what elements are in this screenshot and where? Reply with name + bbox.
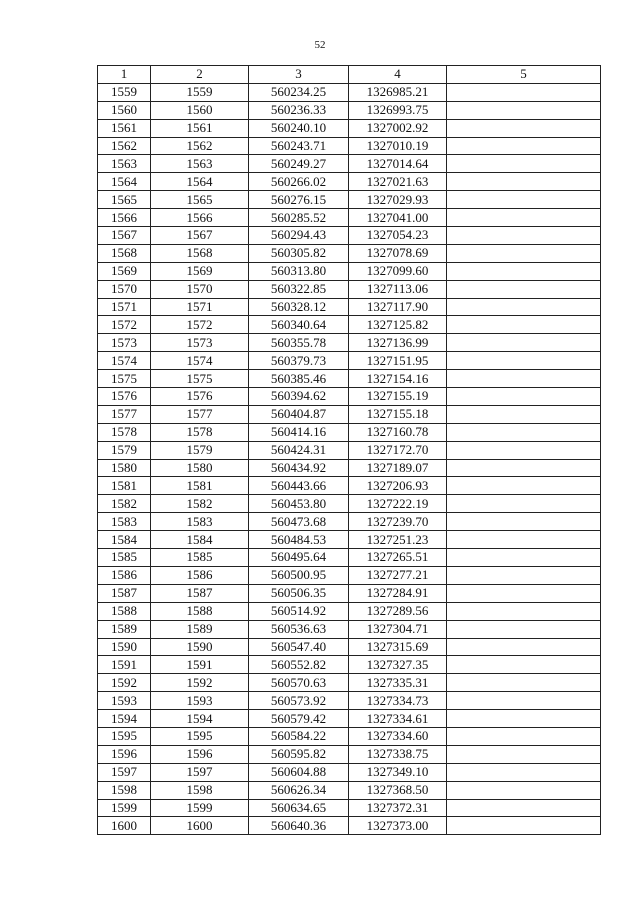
point-number-cell: 1582 [98,495,151,513]
x-coordinate-cell: 560434.92 [249,459,349,477]
point-id-cell: 1570 [151,280,249,298]
point-id-cell: 1569 [151,262,249,280]
table-row [98,423,601,441]
point-number-cell: 1598 [98,781,151,799]
y-coordinate-cell: 1327334.60 [349,727,447,745]
note-cell [447,155,601,173]
point-id-cell: 1588 [151,602,249,620]
column-header-5: 5 [447,66,601,84]
y-coordinate-cell: 1326985.21 [349,83,447,101]
note-cell [447,298,601,316]
x-coordinate-cell: 560473.68 [249,513,349,531]
point-number-cell: 1568 [98,244,151,262]
table-row [98,244,601,262]
point-id-cell: 1581 [151,477,249,495]
point-id-cell: 1589 [151,620,249,638]
note-cell [447,280,601,298]
table-row [98,477,601,495]
x-coordinate-cell: 560305.82 [249,244,349,262]
point-number-cell: 1576 [98,388,151,406]
note-cell [447,710,601,728]
table-row [98,405,601,423]
x-coordinate-cell: 560443.66 [249,477,349,495]
point-number-cell: 1593 [98,692,151,710]
table-row [98,101,601,119]
y-coordinate-cell: 1327078.69 [349,244,447,262]
note-cell [447,441,601,459]
y-coordinate-cell: 1327315.69 [349,638,447,656]
table-row [98,388,601,406]
point-id-cell: 1566 [151,209,249,227]
note-cell [447,477,601,495]
x-coordinate-cell: 560495.64 [249,549,349,567]
note-cell [447,459,601,477]
y-coordinate-cell: 1327265.51 [349,549,447,567]
y-coordinate-cell: 1327349.10 [349,763,447,781]
table-row [98,745,601,763]
y-coordinate-cell: 1327021.63 [349,173,447,191]
point-id-cell: 1590 [151,638,249,656]
column-header-3: 3 [249,66,349,84]
note-cell [447,513,601,531]
point-id-cell: 1563 [151,155,249,173]
point-id-cell: 1600 [151,817,249,835]
point-number-cell: 1564 [98,173,151,191]
point-number-cell: 1560 [98,101,151,119]
note-cell [447,191,601,209]
x-coordinate-cell: 560570.63 [249,674,349,692]
point-id-cell: 1567 [151,227,249,245]
note-cell [447,745,601,763]
column-header-1: 1 [98,66,151,84]
point-id-cell: 1576 [151,388,249,406]
x-coordinate-cell: 560322.85 [249,280,349,298]
table-row [98,763,601,781]
point-number-cell: 1586 [98,566,151,584]
note-cell [447,620,601,638]
table-row [98,119,601,137]
y-coordinate-cell: 1327251.23 [349,531,447,549]
point-id-cell: 1561 [151,119,249,137]
y-coordinate-cell: 1327368.50 [349,781,447,799]
table-row [98,638,601,656]
table-row [98,674,601,692]
note-cell [447,817,601,835]
y-coordinate-cell: 1327334.73 [349,692,447,710]
header-row [98,66,601,84]
x-coordinate-cell: 560500.95 [249,566,349,584]
point-number-cell: 1574 [98,352,151,370]
x-coordinate-cell: 560340.64 [249,316,349,334]
y-coordinate-cell: 1327113.06 [349,280,447,298]
y-coordinate-cell: 1327029.93 [349,191,447,209]
point-number-cell: 1578 [98,423,151,441]
point-number-cell: 1590 [98,638,151,656]
point-id-cell: 1593 [151,692,249,710]
table-row [98,710,601,728]
y-coordinate-cell: 1327151.95 [349,352,447,370]
note-cell [447,316,601,334]
coordinates-table [97,65,601,835]
table-row [98,334,601,352]
y-coordinate-cell: 1327327.35 [349,656,447,674]
table-row [98,298,601,316]
table-row [98,370,601,388]
y-coordinate-cell: 1327206.93 [349,477,447,495]
table-row [98,83,601,101]
x-coordinate-cell: 560604.88 [249,763,349,781]
point-number-cell: 1587 [98,584,151,602]
point-id-cell: 1597 [151,763,249,781]
x-coordinate-cell: 560547.40 [249,638,349,656]
y-coordinate-cell: 1327154.16 [349,370,447,388]
y-coordinate-cell: 1327277.21 [349,566,447,584]
point-number-cell: 1588 [98,602,151,620]
point-number-cell: 1561 [98,119,151,137]
table-row [98,602,601,620]
point-id-cell: 1584 [151,531,249,549]
table-row [98,799,601,817]
point-id-cell: 1586 [151,566,249,584]
table-row [98,352,601,370]
point-number-cell: 1562 [98,137,151,155]
point-id-cell: 1559 [151,83,249,101]
table-row [98,173,601,191]
note-cell [447,531,601,549]
table-row [98,727,601,745]
point-id-cell: 1560 [151,101,249,119]
table-row [98,513,601,531]
point-id-cell: 1585 [151,549,249,567]
table-row [98,495,601,513]
x-coordinate-cell: 560640.36 [249,817,349,835]
point-number-cell: 1571 [98,298,151,316]
y-coordinate-cell: 1327014.64 [349,155,447,173]
table-row [98,692,601,710]
point-number-cell: 1563 [98,155,151,173]
point-id-cell: 1587 [151,584,249,602]
point-number-cell: 1595 [98,727,151,745]
y-coordinate-cell: 1327335.31 [349,674,447,692]
point-id-cell: 1565 [151,191,249,209]
table-row [98,441,601,459]
table-row [98,155,601,173]
point-number-cell: 1566 [98,209,151,227]
y-coordinate-cell: 1327160.78 [349,423,447,441]
y-coordinate-cell: 1327099.60 [349,262,447,280]
note-cell [447,388,601,406]
x-coordinate-cell: 560236.33 [249,101,349,119]
table-row [98,549,601,567]
note-cell [447,173,601,191]
point-id-cell: 1574 [151,352,249,370]
x-coordinate-cell: 560240.10 [249,119,349,137]
x-coordinate-cell: 560276.15 [249,191,349,209]
table-body [98,83,601,834]
note-cell [447,137,601,155]
point-number-cell: 1596 [98,745,151,763]
column-header-4: 4 [349,66,447,84]
x-coordinate-cell: 560394.62 [249,388,349,406]
x-coordinate-cell: 560285.52 [249,209,349,227]
table-row [98,656,601,674]
point-id-cell: 1572 [151,316,249,334]
y-coordinate-cell: 1327125.82 [349,316,447,334]
table-row [98,191,601,209]
note-cell [447,370,601,388]
note-cell [447,781,601,799]
y-coordinate-cell: 1327338.75 [349,745,447,763]
x-coordinate-cell: 560484.53 [249,531,349,549]
point-number-cell: 1573 [98,334,151,352]
y-coordinate-cell: 1327334.61 [349,710,447,728]
note-cell [447,209,601,227]
y-coordinate-cell: 1327373.00 [349,817,447,835]
y-coordinate-cell: 1327289.56 [349,602,447,620]
point-number-cell: 1580 [98,459,151,477]
note-cell [447,674,601,692]
point-id-cell: 1595 [151,727,249,745]
y-coordinate-cell: 1327284.91 [349,584,447,602]
y-coordinate-cell: 1326993.75 [349,101,447,119]
table-header [98,66,601,84]
note-cell [447,763,601,781]
note-cell [447,227,601,245]
note-cell [447,101,601,119]
note-cell [447,262,601,280]
y-coordinate-cell: 1327222.19 [349,495,447,513]
y-coordinate-cell: 1327172.70 [349,441,447,459]
point-number-cell: 1583 [98,513,151,531]
point-number-cell: 1591 [98,656,151,674]
y-coordinate-cell: 1327117.90 [349,298,447,316]
point-number-cell: 1567 [98,227,151,245]
point-id-cell: 1579 [151,441,249,459]
x-coordinate-cell: 560243.71 [249,137,349,155]
x-coordinate-cell: 560379.73 [249,352,349,370]
point-number-cell: 1570 [98,280,151,298]
x-coordinate-cell: 560313.80 [249,262,349,280]
point-id-cell: 1577 [151,405,249,423]
point-number-cell: 1572 [98,316,151,334]
x-coordinate-cell: 560355.78 [249,334,349,352]
point-number-cell: 1592 [98,674,151,692]
y-coordinate-cell: 1327189.07 [349,459,447,477]
note-cell [447,334,601,352]
x-coordinate-cell: 560552.82 [249,656,349,674]
y-coordinate-cell: 1327304.71 [349,620,447,638]
point-number-cell: 1569 [98,262,151,280]
point-number-cell: 1579 [98,441,151,459]
table-row [98,566,601,584]
point-number-cell: 1584 [98,531,151,549]
y-coordinate-cell: 1327155.18 [349,405,447,423]
note-cell [447,244,601,262]
note-cell [447,405,601,423]
table-row [98,262,601,280]
point-id-cell: 1582 [151,495,249,513]
y-coordinate-cell: 1327041.00 [349,209,447,227]
column-header-2: 2 [151,66,249,84]
point-id-cell: 1583 [151,513,249,531]
table-row [98,316,601,334]
point-number-cell: 1597 [98,763,151,781]
page-number: 52 [314,39,326,51]
y-coordinate-cell: 1327372.31 [349,799,447,817]
table-row [98,620,601,638]
note-cell [447,423,601,441]
point-number-cell: 1594 [98,710,151,728]
x-coordinate-cell: 560595.82 [249,745,349,763]
point-id-cell: 1578 [151,423,249,441]
note-cell [447,584,601,602]
point-id-cell: 1568 [151,244,249,262]
note-cell [447,602,601,620]
x-coordinate-cell: 560626.34 [249,781,349,799]
x-coordinate-cell: 560573.92 [249,692,349,710]
point-id-cell: 1564 [151,173,249,191]
point-id-cell: 1573 [151,334,249,352]
table-row [98,459,601,477]
point-number-cell: 1589 [98,620,151,638]
x-coordinate-cell: 560234.25 [249,83,349,101]
note-cell [447,656,601,674]
x-coordinate-cell: 560453.80 [249,495,349,513]
x-coordinate-cell: 560294.43 [249,227,349,245]
point-number-cell: 1585 [98,549,151,567]
x-coordinate-cell: 560514.92 [249,602,349,620]
point-number-cell: 1581 [98,477,151,495]
note-cell [447,119,601,137]
point-id-cell: 1592 [151,674,249,692]
x-coordinate-cell: 560385.46 [249,370,349,388]
point-id-cell: 1562 [151,137,249,155]
table-row [98,531,601,549]
table-row [98,209,601,227]
y-coordinate-cell: 1327002.92 [349,119,447,137]
x-coordinate-cell: 560266.02 [249,173,349,191]
point-id-cell: 1594 [151,710,249,728]
point-id-cell: 1596 [151,745,249,763]
y-coordinate-cell: 1327010.19 [349,137,447,155]
point-number-cell: 1599 [98,799,151,817]
note-cell [447,566,601,584]
point-id-cell: 1599 [151,799,249,817]
point-number-cell: 1600 [98,817,151,835]
x-coordinate-cell: 560506.35 [249,584,349,602]
x-coordinate-cell: 560404.87 [249,405,349,423]
x-coordinate-cell: 560424.31 [249,441,349,459]
point-number-cell: 1577 [98,405,151,423]
point-id-cell: 1575 [151,370,249,388]
table-row [98,227,601,245]
note-cell [447,549,601,567]
table-row [98,817,601,835]
table-row [98,137,601,155]
table-row [98,280,601,298]
x-coordinate-cell: 560584.22 [249,727,349,745]
note-cell [447,692,601,710]
point-number-cell: 1559 [98,83,151,101]
y-coordinate-cell: 1327239.70 [349,513,447,531]
y-coordinate-cell: 1327054.23 [349,227,447,245]
point-number-cell: 1575 [98,370,151,388]
x-coordinate-cell: 560634.65 [249,799,349,817]
note-cell [447,638,601,656]
y-coordinate-cell: 1327155.19 [349,388,447,406]
x-coordinate-cell: 560249.27 [249,155,349,173]
point-id-cell: 1580 [151,459,249,477]
table-row [98,584,601,602]
x-coordinate-cell: 560536.63 [249,620,349,638]
note-cell [447,727,601,745]
point-id-cell: 1571 [151,298,249,316]
point-id-cell: 1598 [151,781,249,799]
note-cell [447,352,601,370]
point-number-cell: 1565 [98,191,151,209]
y-coordinate-cell: 1327136.99 [349,334,447,352]
point-id-cell: 1591 [151,656,249,674]
x-coordinate-cell: 560579.42 [249,710,349,728]
table-row [98,781,601,799]
x-coordinate-cell: 560328.12 [249,298,349,316]
note-cell [447,495,601,513]
note-cell [447,83,601,101]
note-cell [447,799,601,817]
x-coordinate-cell: 560414.16 [249,423,349,441]
